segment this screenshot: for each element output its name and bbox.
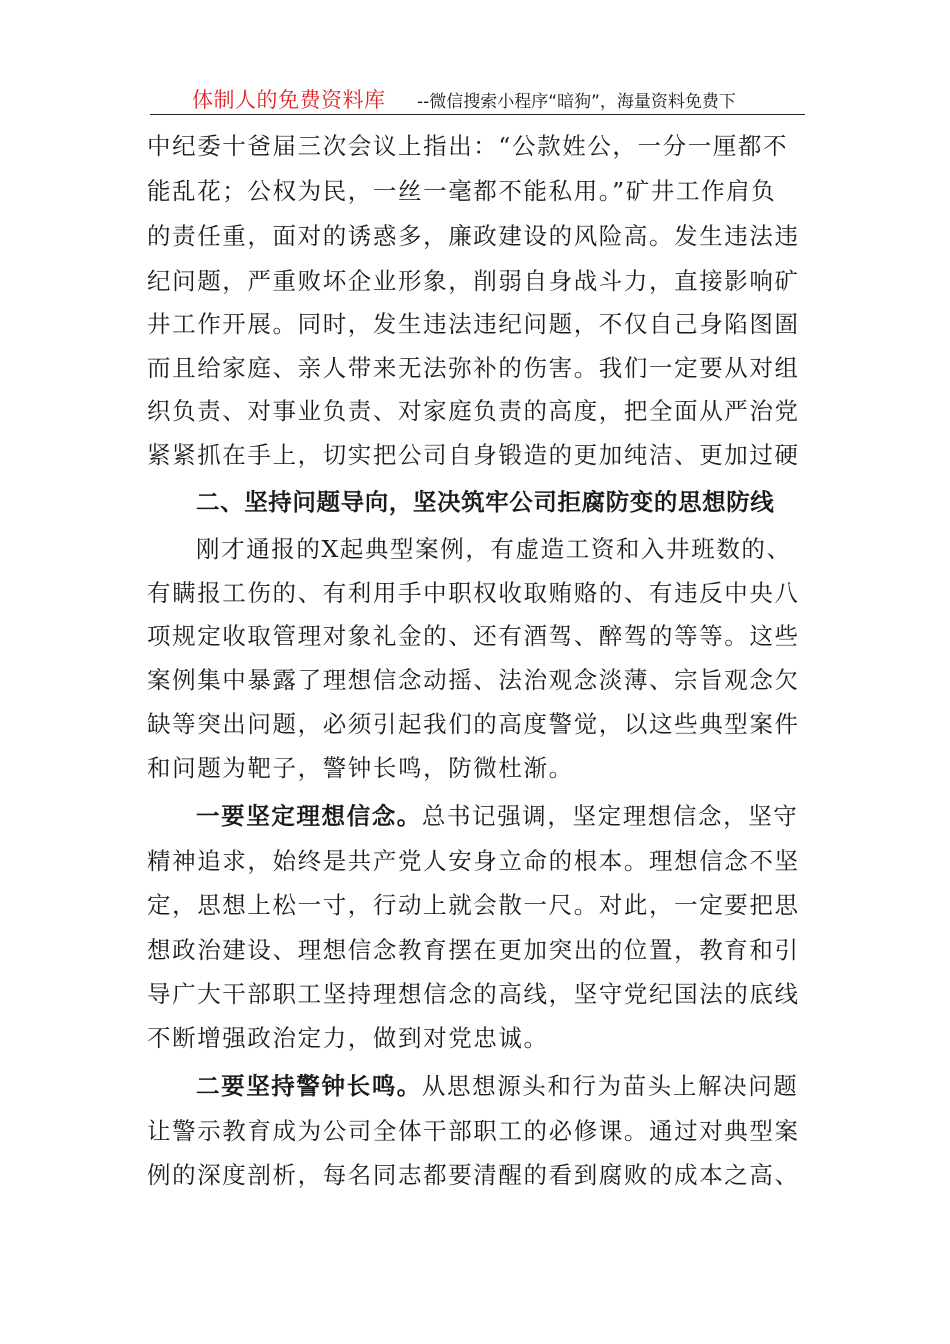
text-line <box>196 1068 798 1104</box>
text-line: 织负责、对事业负责、对家庭负责的高度，把全面从严治党 <box>147 397 800 425</box>
text-line: 而且给家庭、亲人带来无法弥补的伤害。我们一定要从对组 <box>147 354 800 382</box>
text-line: 井工作开展。同时，发生违法违纪问题，不仅自己身陷图圄 <box>147 310 800 338</box>
text-line: 有瞒报工伤的、有利用手中职权收取贿赂的、有违反中央八 <box>147 579 800 607</box>
header-note: --微信搜索小程序“暗狗”，海量资料免费下 <box>417 92 736 112</box>
text-line: 中纪委十爸届三次会议上指出：“公款姓公，一分一厘都不 <box>147 132 789 160</box>
text-line: 不断增强政治定力，做到对党忠诚。 <box>147 1024 549 1052</box>
paragraph-lead: 二要坚持警钟长鸣。 <box>196 1072 422 1100</box>
text-line: 想政治建设、理想信念教育摆在更加突出的位置，教育和引 <box>147 936 800 964</box>
text-line: 导广大干部职工坚持理想信念的高线，坚守党纪国法的底线 <box>147 980 800 1008</box>
text-line: 让警示教育成为公司全体干部职工的必修课。通过对典型案 <box>147 1117 800 1145</box>
text-line: 缺等突出问题，必须引起我们的高度警觉，以这些典型案件 <box>147 710 800 738</box>
paragraph-text: 总书记强调，坚定理想信念，坚守 <box>421 802 799 830</box>
text-line: 定，思想上松一寸，行动上就会散一尺。对此，一定要把思 <box>147 891 800 919</box>
section-heading: 二、坚持问题导向，坚决筑牢公司拒腐防变的思想防线 <box>196 488 775 516</box>
text-line: 精神追求，始终是共产党人安身立命的根本。理想信念不坚 <box>147 847 800 875</box>
text-line: 刚才通报的X起典型案例，有虚造工资和入井班数的、 <box>196 535 792 563</box>
text-line: 例的深度剖析，每名同志都要清醒的看到腐败的成本之高、 <box>147 1161 800 1189</box>
text-line: 纪问题，严重败坏企业形象，削弱自身战斗力，直接影响矿 <box>147 267 800 295</box>
text-line: 和问题为靶子，警钟长鸣，防微杜渐。 <box>147 754 574 782</box>
paragraph-lead: 一要坚定理想信念。 <box>196 802 422 830</box>
text-line: 项规定收取管理对象礼金的、还有酒驾、醉驾的等等。这些 <box>147 622 800 650</box>
text-line: 的责任重，面对的诱惑多，廉政建设的风险高。发生违法违 <box>147 222 800 250</box>
text-line <box>196 798 798 834</box>
text-line: 紧紧抓在手上，切实把公司自身锻造的更加纯洁、更加过硬 <box>147 441 800 469</box>
paragraph-text: 从思想源头和行为苗头上解决问题 <box>421 1072 799 1100</box>
page-header <box>150 80 805 115</box>
text-line: 能乱花；公权为民，一丝一毫都不能私用。”矿井工作肩负 <box>147 177 777 205</box>
header-brand: 体制人的免费资料库 <box>192 88 386 112</box>
text-line: 案例集中暴露了理想信念动摇、法治观念淡薄、宗旨观念欠 <box>147 666 800 694</box>
